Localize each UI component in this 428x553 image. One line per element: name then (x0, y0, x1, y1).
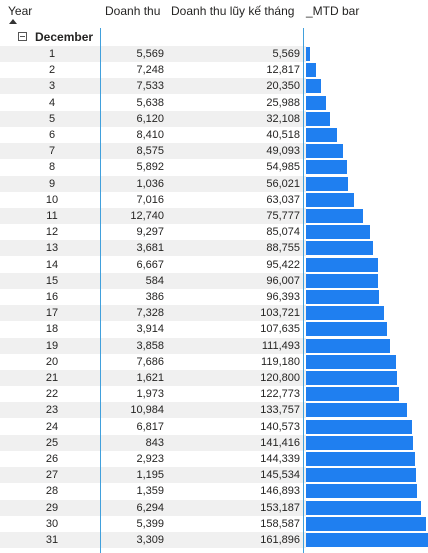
group-row-december (0, 28, 428, 46)
data-bar (306, 322, 387, 336)
cell-day: 9 (48, 177, 56, 190)
cell-cumulative-revenue: 63,037 (266, 193, 300, 206)
data-bar (306, 436, 413, 450)
table-row[interactable] (0, 532, 428, 548)
cell-mtd-bar (306, 143, 428, 159)
cell-mtd-bar (306, 338, 428, 354)
cell-revenue: 9,297 (136, 226, 164, 239)
cell-cumulative-revenue: 133,757 (260, 404, 300, 417)
data-bar (306, 533, 428, 547)
cell-mtd-bar (306, 305, 428, 321)
cell-day: 2 (48, 64, 56, 77)
cell-cumulative-revenue: 49,093 (266, 145, 300, 158)
cell-mtd-bar (306, 483, 428, 499)
cell-day: 15 (45, 274, 59, 287)
cell-cumulative-revenue: 25,988 (266, 96, 300, 109)
cell-cumulative-revenue: 96,393 (266, 291, 300, 303)
cell-revenue: 6,120 (136, 112, 164, 125)
table-row[interactable] (0, 257, 428, 273)
cell-mtd-bar (306, 419, 428, 435)
cell-day: 13 (45, 242, 59, 255)
data-bar (306, 403, 407, 417)
cell-cumulative-revenue: 88,755 (266, 242, 300, 255)
cell-revenue: 584 (145, 274, 164, 287)
cell-cumulative-revenue: 111,493 (261, 339, 300, 352)
cell-day: 5 (48, 112, 56, 125)
cell-mtd-bar (306, 159, 428, 175)
cell-mtd-bar (306, 176, 428, 192)
cell-day: 3 (48, 80, 56, 93)
cell-revenue: 3,681 (136, 242, 164, 255)
table-row[interactable] (0, 95, 428, 111)
cell-mtd-bar (306, 78, 428, 94)
cell-cumulative-revenue: 103,721 (260, 307, 300, 320)
table-row[interactable] (0, 78, 428, 94)
cell-day: 1 (48, 48, 56, 60)
cell-cumulative-revenue: 145,534 (260, 469, 300, 482)
table-row[interactable] (0, 224, 428, 240)
cell-revenue: 2,923 (136, 453, 164, 465)
cell-revenue: 5,638 (136, 96, 164, 109)
cell-cumulative-revenue: 107,635 (260, 323, 300, 336)
cell-cumulative-revenue: 158,587 (260, 517, 300, 530)
data-bar (306, 160, 347, 174)
cell-mtd-bar (306, 95, 428, 111)
cell-day: 27 (45, 469, 59, 482)
data-bar (306, 501, 421, 515)
column-divider-line (100, 28, 101, 553)
data-bar (306, 258, 378, 272)
cell-cumulative-revenue: 56,021 (266, 177, 300, 190)
data-bar (306, 517, 426, 531)
table-row[interactable] (0, 451, 428, 467)
cell-cumulative-revenue: 20,350 (266, 80, 300, 93)
data-bar (306, 387, 399, 401)
cell-mtd-bar (306, 402, 428, 418)
table-row[interactable] (0, 483, 428, 499)
cell-mtd-bar (306, 224, 428, 240)
table-row[interactable] (0, 143, 428, 159)
table-row[interactable] (0, 240, 428, 256)
cell-mtd-bar (306, 46, 428, 62)
cell-revenue: 7,016 (136, 193, 164, 206)
cell-cumulative-revenue: 122,773 (260, 388, 300, 401)
cell-mtd-bar (306, 111, 428, 127)
cell-revenue: 3,914 (136, 323, 164, 336)
table-row[interactable] (0, 386, 428, 402)
table-row[interactable] (0, 208, 428, 224)
data-bar (306, 306, 384, 320)
data-bar (306, 144, 343, 158)
cell-mtd-bar (306, 240, 428, 256)
cell-day: 20 (45, 355, 59, 368)
table-row[interactable] (0, 159, 428, 175)
cell-day: 16 (45, 291, 59, 303)
cell-cumulative-revenue: 144,339 (260, 453, 300, 465)
cell-revenue: 10,984 (130, 404, 164, 417)
table-row[interactable] (0, 516, 428, 532)
data-bar (306, 371, 397, 385)
cell-day: 30 (45, 517, 59, 530)
cell-cumulative-revenue: 119,180 (261, 355, 300, 368)
table-row[interactable] (0, 419, 428, 435)
cell-cumulative-revenue: 75,777 (266, 210, 300, 222)
cell-day: 14 (45, 258, 59, 271)
data-bar (306, 63, 316, 77)
cell-day: 7 (48, 145, 56, 158)
data-bar (306, 355, 396, 369)
table-row[interactable] (0, 467, 428, 483)
cell-cumulative-revenue: 95,422 (266, 258, 300, 271)
table-row[interactable] (0, 338, 428, 354)
column-divider-line (303, 28, 304, 553)
cell-revenue: 6,294 (136, 501, 164, 514)
cell-day: 10 (45, 193, 59, 206)
data-bar (306, 274, 378, 288)
cell-cumulative-revenue: 5,569 (272, 48, 300, 60)
cell-day: 29 (45, 501, 59, 514)
cell-mtd-bar (306, 62, 428, 78)
cell-cumulative-revenue: 146,893 (260, 485, 300, 498)
group-label: December (35, 30, 94, 44)
cell-day: 22 (45, 388, 59, 401)
cell-mtd-bar (306, 289, 428, 305)
data-bar (306, 112, 330, 126)
cell-revenue: 7,686 (136, 355, 164, 368)
cell-revenue: 8,575 (136, 145, 164, 158)
cell-mtd-bar (306, 257, 428, 273)
table-row[interactable] (0, 192, 428, 208)
cell-mtd-bar (306, 192, 428, 208)
cell-revenue: 3,309 (136, 534, 164, 546)
data-bar (306, 128, 337, 142)
cell-day: 6 (48, 129, 56, 141)
cell-mtd-bar (306, 386, 428, 402)
cell-revenue: 386 (145, 291, 164, 303)
cell-revenue: 5,892 (136, 161, 164, 174)
cell-revenue: 6,667 (136, 258, 164, 271)
header-year[interactable]: Year (8, 4, 33, 18)
cell-revenue: 7,533 (136, 80, 164, 93)
table-row[interactable] (0, 370, 428, 386)
cell-cumulative-revenue: 120,800 (260, 372, 300, 384)
cell-day: 11 (46, 210, 58, 222)
cell-day: 19 (45, 339, 59, 352)
cell-revenue: 7,328 (136, 307, 164, 320)
cell-mtd-bar (306, 516, 428, 532)
cell-mtd-bar (306, 467, 428, 483)
cell-revenue: 5,399 (136, 517, 164, 530)
data-bar (306, 339, 390, 353)
cell-cumulative-revenue: 85,074 (266, 226, 300, 239)
cell-revenue: 1,036 (136, 177, 164, 190)
table-row[interactable] (0, 289, 428, 305)
data-bar (306, 79, 321, 93)
data-bar (306, 47, 310, 61)
cell-day: 4 (48, 96, 56, 109)
data-bar (306, 193, 354, 207)
cell-mtd-bar (306, 354, 428, 370)
cell-revenue: 6,817 (136, 420, 164, 433)
cell-mtd-bar (306, 451, 428, 467)
cell-revenue: 1,973 (136, 388, 164, 401)
header-mtd-bar[interactable]: _MTD bar (306, 4, 360, 18)
cell-mtd-bar (306, 370, 428, 386)
cell-day: 26 (45, 453, 59, 465)
cell-cumulative-revenue: 12,817 (266, 64, 300, 77)
cell-revenue: 3,858 (136, 339, 164, 352)
table-row[interactable] (0, 305, 428, 321)
cell-mtd-bar (306, 208, 428, 224)
collapse-icon[interactable] (18, 32, 27, 41)
cell-day: 21 (45, 372, 59, 384)
table-row[interactable] (0, 402, 428, 418)
cell-mtd-bar (306, 321, 428, 337)
cell-mtd-bar (306, 532, 428, 548)
cell-revenue: 5,569 (136, 48, 164, 60)
table-row[interactable] (0, 273, 428, 289)
data-bar (306, 209, 363, 223)
table-row[interactable] (0, 127, 428, 143)
data-bar (306, 290, 379, 304)
table-row[interactable] (0, 46, 428, 62)
cell-day: 25 (45, 436, 59, 449)
cell-revenue: 7,248 (136, 64, 164, 77)
cell-day: 28 (45, 485, 59, 498)
cell-mtd-bar (306, 435, 428, 451)
cell-mtd-bar (306, 273, 428, 289)
data-bar (306, 177, 348, 191)
cell-day: 31 (45, 534, 59, 546)
data-bar (306, 468, 416, 482)
data-bar (306, 225, 370, 239)
cell-day: 18 (45, 323, 59, 336)
cell-revenue: 1,195 (136, 469, 164, 482)
table-header (0, 0, 428, 28)
table-row[interactable] (0, 321, 428, 337)
data-bar (306, 484, 417, 498)
data-bar (306, 452, 415, 466)
table-row[interactable] (0, 435, 428, 451)
data-bar (306, 420, 412, 434)
cell-cumulative-revenue: 96,007 (266, 274, 300, 287)
cell-mtd-bar (306, 127, 428, 143)
cell-cumulative-revenue: 161,896 (260, 534, 300, 546)
data-bar (306, 241, 373, 255)
table-row[interactable] (0, 500, 428, 516)
table-row[interactable] (0, 176, 428, 192)
cell-revenue: 1,621 (136, 372, 164, 384)
data-bar (306, 96, 326, 110)
cell-cumulative-revenue: 153,187 (260, 501, 300, 514)
cell-cumulative-revenue: 140,573 (260, 420, 300, 433)
cell-day: 17 (45, 307, 59, 320)
cell-day: 23 (45, 404, 59, 417)
cell-revenue: 8,410 (136, 129, 164, 141)
cell-day: 24 (45, 420, 59, 433)
table-row[interactable] (0, 62, 428, 78)
table-row[interactable] (0, 111, 428, 127)
cell-day: 8 (48, 161, 56, 174)
cell-cumulative-revenue: 40,518 (266, 129, 300, 141)
cell-revenue: 12,740 (130, 210, 164, 222)
cell-revenue: 1,359 (136, 485, 164, 498)
cell-cumulative-revenue: 54,985 (266, 161, 300, 174)
sort-ascending-icon[interactable] (9, 19, 17, 24)
cell-mtd-bar (306, 500, 428, 516)
header-revenue[interactable]: Doanh thu (105, 4, 161, 18)
cell-cumulative-revenue: 141,416 (260, 436, 300, 449)
table-row[interactable] (0, 354, 428, 370)
cell-cumulative-revenue: 32,108 (266, 112, 300, 125)
cell-revenue: 843 (145, 436, 164, 449)
cell-day: 12 (45, 226, 59, 239)
header-cumulative-revenue[interactable]: Doanh thu lũy kế tháng (171, 4, 295, 18)
